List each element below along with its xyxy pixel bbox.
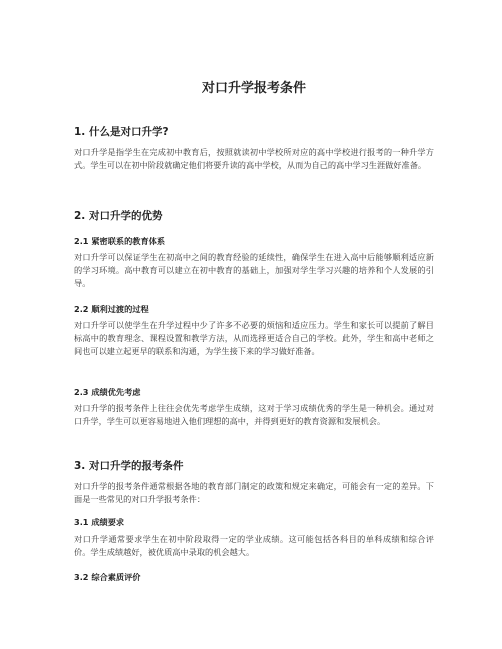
subsection-2-3 <box>74 386 434 398</box>
subsection-paragraph: 对口升学可以使学生在升学过程中少了许多不必要的烦恼和适应压力。学生和家长可以提前了解目标高中的教育理念、课程设置和教学方法，从而选择更适合自己的学校。此外，学生和高中老师之间也可以建立起更早的联系和沟通，为学生接下来的学习做好准备。 <box>74 320 434 357</box>
subsection-paragraph: 对口升学可以保证学生在初高中之间的教育经验的延续性，确保学生在进入高中后能够顺利适应新的学习环境。高中教育可以建立在初中教育的基础上，加强对学生学习兴趣的培养和个人发展的引导。 <box>74 252 434 289</box>
subsection-heading: 2.3 成绩优先考虑 <box>74 387 141 397</box>
section-heading: 2. 对口升学的优势 <box>74 210 163 222</box>
subsection-2-1-body <box>74 251 434 291</box>
document-title: 对口升学报考条件 <box>201 81 306 96</box>
section-paragraph: 对口升学的报考条件通常根据各地的教育部门制定的政策和规定来确定，可能会有一定的差异。下面是一些常见的对口升学报考条件： <box>74 481 434 505</box>
subsection-2-2-body <box>74 319 434 359</box>
subsection-2-3-body <box>74 402 434 428</box>
section-3-body <box>74 480 434 506</box>
subsection-2-1 <box>74 235 434 247</box>
subsection-heading: 2.2 顺利过渡的过程 <box>74 304 149 314</box>
subsection-3-1 <box>74 516 434 528</box>
subsection-heading: 2.1 紧密联系的教育体系 <box>74 236 166 246</box>
subsection-heading: 3.2 综合素质评价 <box>74 572 141 582</box>
section-2 <box>74 209 434 223</box>
section-1-body <box>74 146 434 172</box>
section-heading: 1. 什么是对口升学? <box>74 126 169 138</box>
subsection-3-1-body <box>74 533 434 559</box>
subsection-3-2 <box>74 571 434 583</box>
section-1 <box>74 125 434 139</box>
subsection-paragraph: 对口升学的报考条件上往往会优先考虑学生成绩，这对于学习成绩优秀的学生是一种机会。通过对口升学，学生可以更容易地进入他们理想的高中，并得到更好的教育资源和发展机会。 <box>74 403 434 427</box>
subsection-2-2 <box>74 303 434 315</box>
section-paragraph: 对口升学是指学生在完成初中教育后，按照就读初中学校所对应的高中学校进行报考的一种升学方式。学生可以在初中阶段就确定他们将要升读的高中学校，从而为自己的高中学习生涯做好准备。 <box>74 147 434 171</box>
subsection-paragraph: 对口升学通常要求学生在初中阶段取得一定的学业成绩。这可能包括各科目的单科成绩和综合评价。学生成绩越好，被优质高中录取的机会越大。 <box>74 534 434 558</box>
section-3 <box>74 459 434 473</box>
subsection-heading: 3.1 成绩要求 <box>74 517 125 527</box>
section-heading: 3. 对口升学的报考条件 <box>74 460 184 472</box>
